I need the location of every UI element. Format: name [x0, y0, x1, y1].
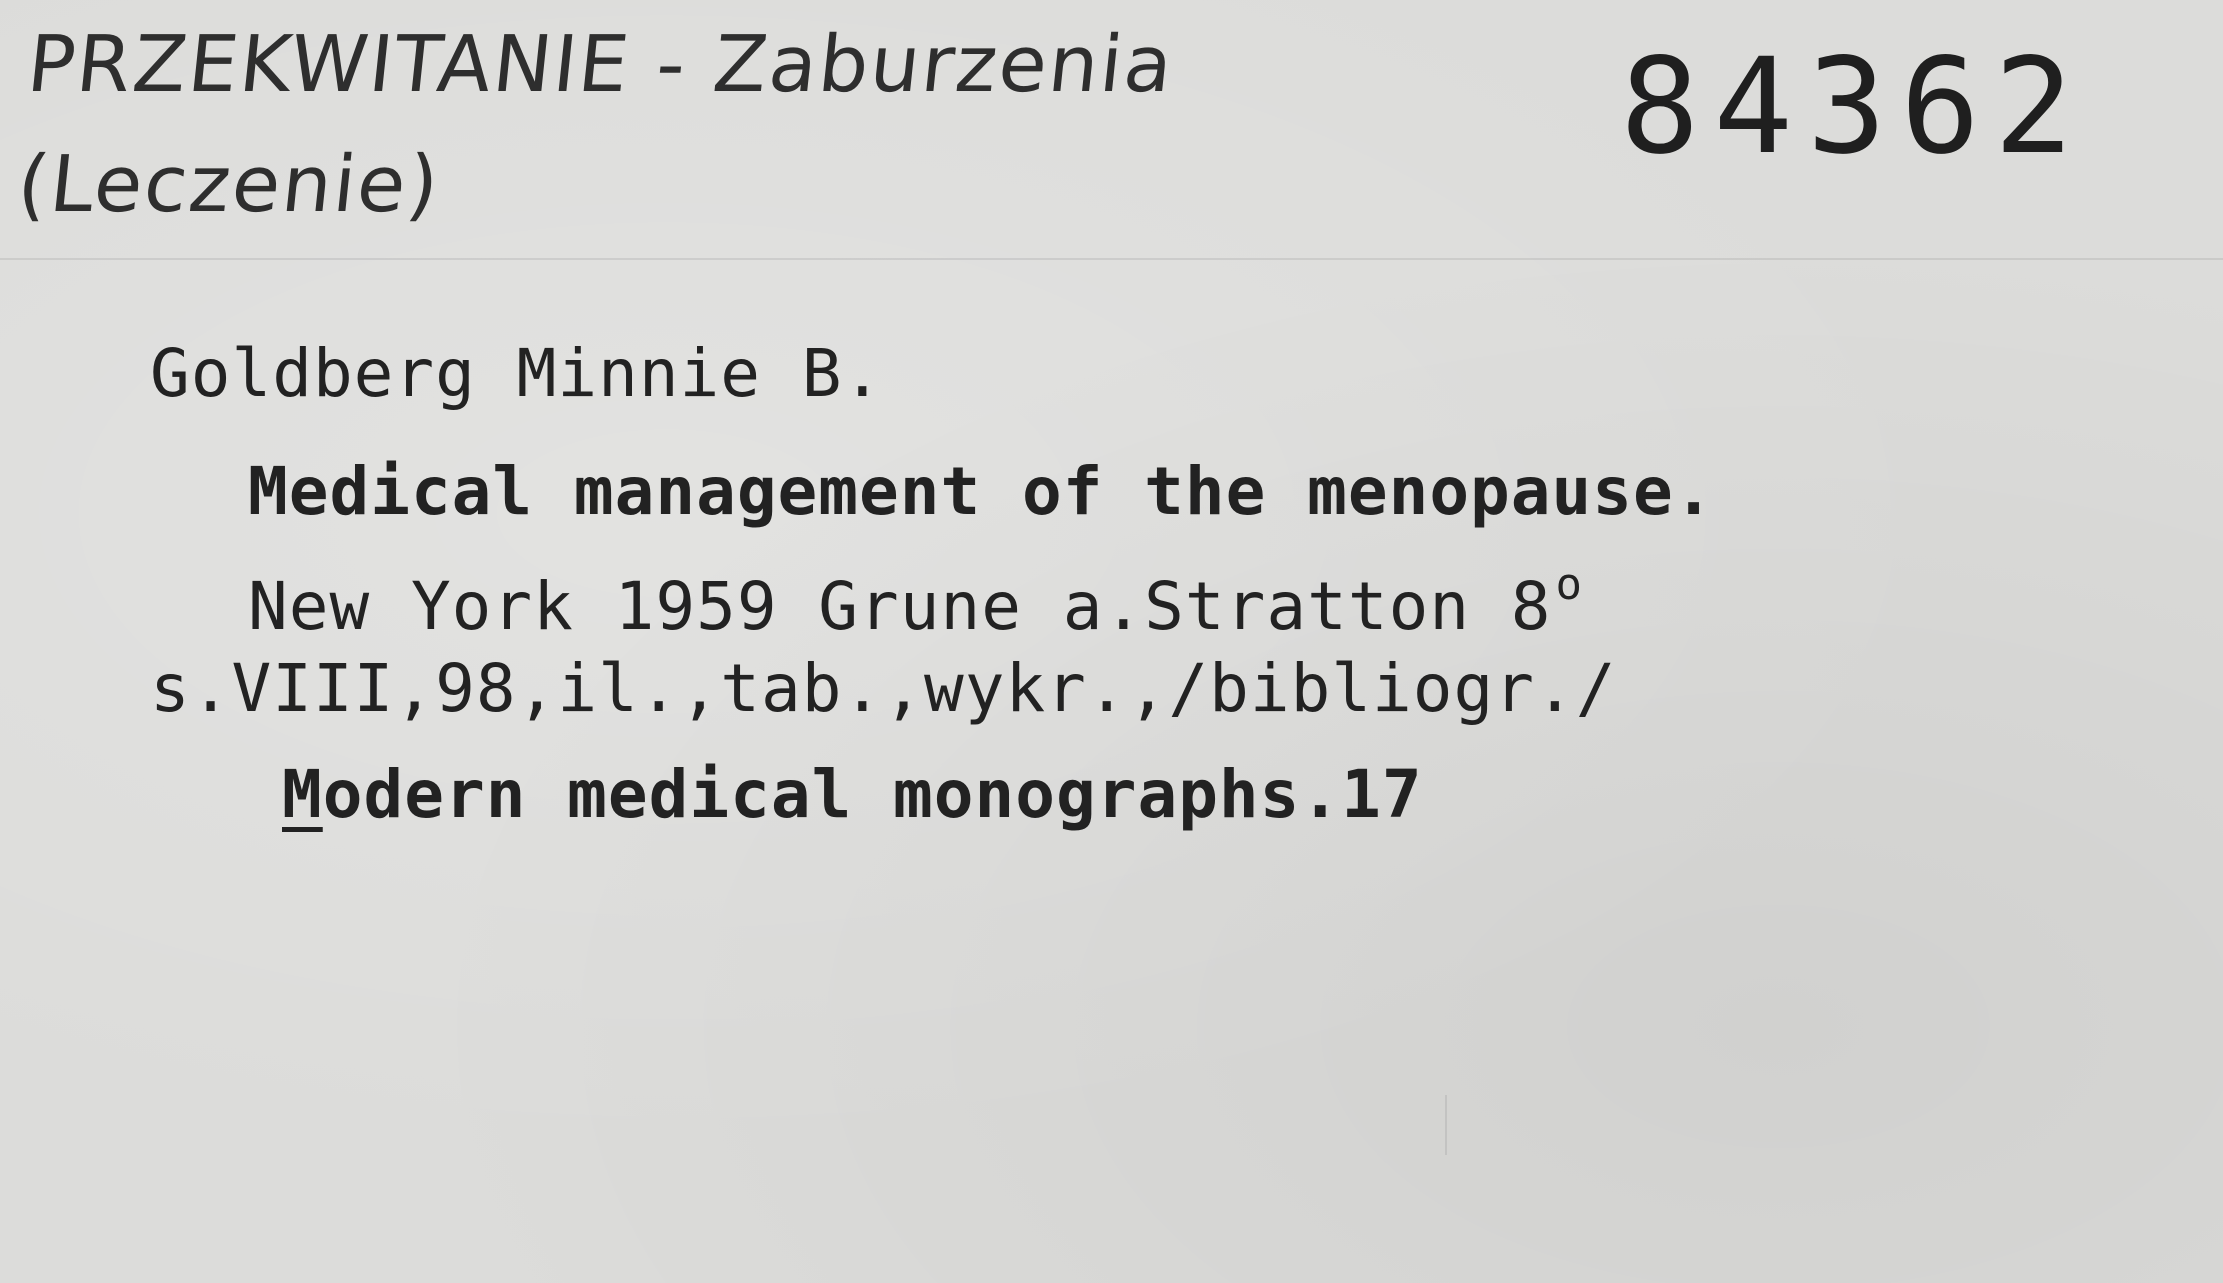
series-initial: M — [282, 756, 323, 833]
imprint — [248, 559, 1584, 645]
collation: s.VIII,98,il.,tab.,wykr.,/bibliogr./ — [150, 650, 1617, 727]
subject-subheading: (Leczenie) — [13, 140, 445, 230]
book-title: Medical management of the menopause. — [248, 453, 1715, 530]
author: Goldberg Minnie B. — [150, 335, 884, 412]
series-text: odern medical monographs.17 — [322, 756, 1423, 833]
subject-heading: PRZEKWITANIE - Zaburzenia — [23, 20, 1179, 110]
format-superscript: o — [1555, 559, 1584, 610]
card-crease — [1445, 1095, 1447, 1155]
imprint-text: New York 1959 Grune a.Stratton 8 — [248, 568, 1552, 645]
call-number: 84362 — [1620, 30, 2088, 184]
series — [282, 756, 1423, 833]
card-crease — [0, 258, 2223, 260]
